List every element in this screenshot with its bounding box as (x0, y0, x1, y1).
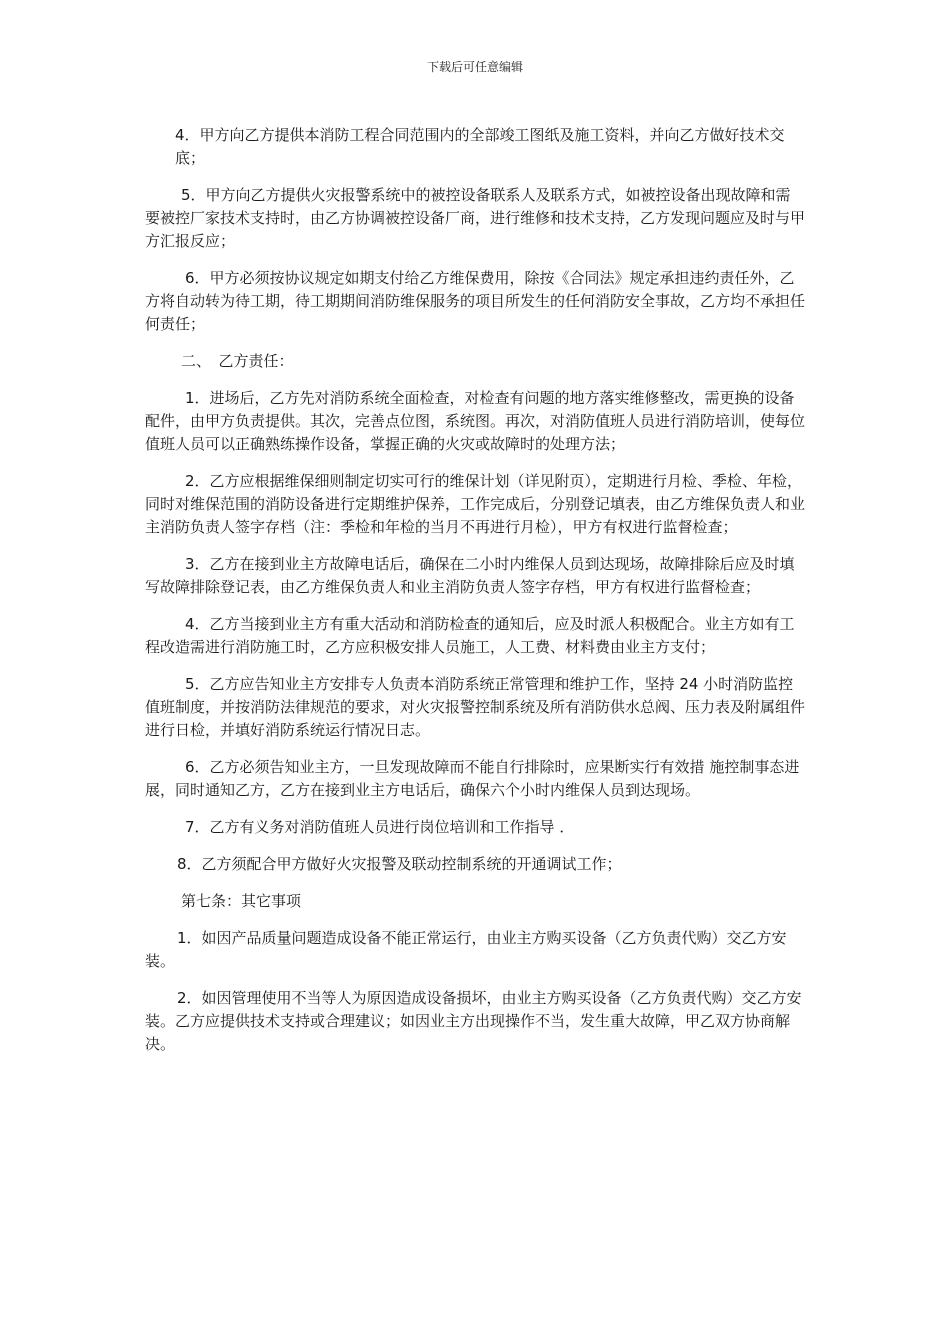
paragraph-party-b-1: 1．进场后，乙方先对消防系统全面检查，对检查有问题的地方落实维修整改，需更换的设备配件，由甲方负责提供。其次，完善点位图，系统图。再次，对消防值班人员进行消防培训，使每位值班人员可以正确熟练操作设备，掌握正确的火灾或故障时的处理方法； (145, 389, 806, 453)
paragraph-party-b-7: 7．乙方有义务对消防值班人员进行岗位培训和工作指导 ． (185, 818, 575, 836)
section-heading-party-b: 二、 乙方责任： (181, 352, 294, 370)
paragraph-party-b-6: 6．乙方必须告知业主方，一旦发现故障而不能自行排除时，应果断实行有效措 施控制事态进展，同时通知乙方，乙方在接到业主方电话后，确保六个小时内维保人员到达现场。 (145, 758, 800, 799)
paragraph-party-b-8: 8．乙方须配合甲方做好火灾报警及联动控制系统的开通调试工作； (177, 855, 622, 873)
paragraph-article-7-2: 2．如因管理使用不当等人为原因造成设备损坏，由业主方购买设备（乙方负责代购）交乙方安装。乙方应提供技术支持或合理建议；如因业主方出现操作不当，发生重大故障，甲乙双方协商解决。 (145, 989, 802, 1053)
paragraph-article-7-1: 1．如因产品质量问题造成设备不能正常运行，由业主方购买设备（乙方负责代购）交乙方安装。 (145, 929, 787, 970)
paragraph-party-a-5: 5．甲方向乙方提供火灾报警系统中的被控设备联系人及联系方式，如被控设备出现故障和需要被控厂家技术支持时，由乙方协调被控设备厂商，进行维修和技术支持，乙方发现问题应及时与甲方汇报反应； (145, 186, 806, 250)
paragraph-party-a-6: 6．甲方必须按协议规定如期支付给乙方维保费用，除按《合同法》规定承担违约责任外，乙方将自动转为待工期，待工期期间消防维保服务的项目所发生的任何消防安全事故，乙方均不承担任何责任； (145, 269, 806, 333)
paragraph-party-a-4: 4．甲方向乙方提供本消防工程合同范围内的全部竣工图纸及施工资料，并向乙方做好技术交底； (175, 126, 785, 167)
document-body (145, 124, 805, 1070)
page-header: 下载后可任意编辑 (426, 60, 523, 74)
paragraph-party-b-3: 3．乙方在接到业主方故障电话后，确保在二小时内维保人员到达现场，故障排除后应及时填写故障排除登记表，由乙方维保负责人和业主消防负责人签字存档，甲方有权进行监督检查； (145, 555, 795, 596)
paragraph-party-b-2: 2．乙方应根据维保细则制定切实可行的维保计划（详见附页），定期进行月检、季检、年检，同时对维保范围的消防设备进行定期维护保养，工作完成后，分别登记填表，由乙方维保负责人和业主消防负责人签字存档（注：季检和年检的当月不再进行月检），甲方有权进行监督检查； (145, 472, 806, 536)
section-heading-article-7: 第七条：其它事项 (181, 892, 302, 910)
paragraph-party-b-4: 4．乙方当接到业主方有重大活动和消防检查的通知后，应及时派人积极配合。业主方如有工程改造需进行消防施工时，乙方应积极安排人员施工，人工费、材料费由业主方支付； (145, 615, 795, 656)
paragraph-party-b-5: 5．乙方应告知业主方安排专人负责本消防系统正常管理和维护工作，坚持 24 小时消防监控值班制度，并按消防法律规范的要求，对火灾报警控制系统及所有消防供水总阀、压力表及附属组件进行日检，并填好消防系统运行情况日志。 (145, 675, 806, 739)
